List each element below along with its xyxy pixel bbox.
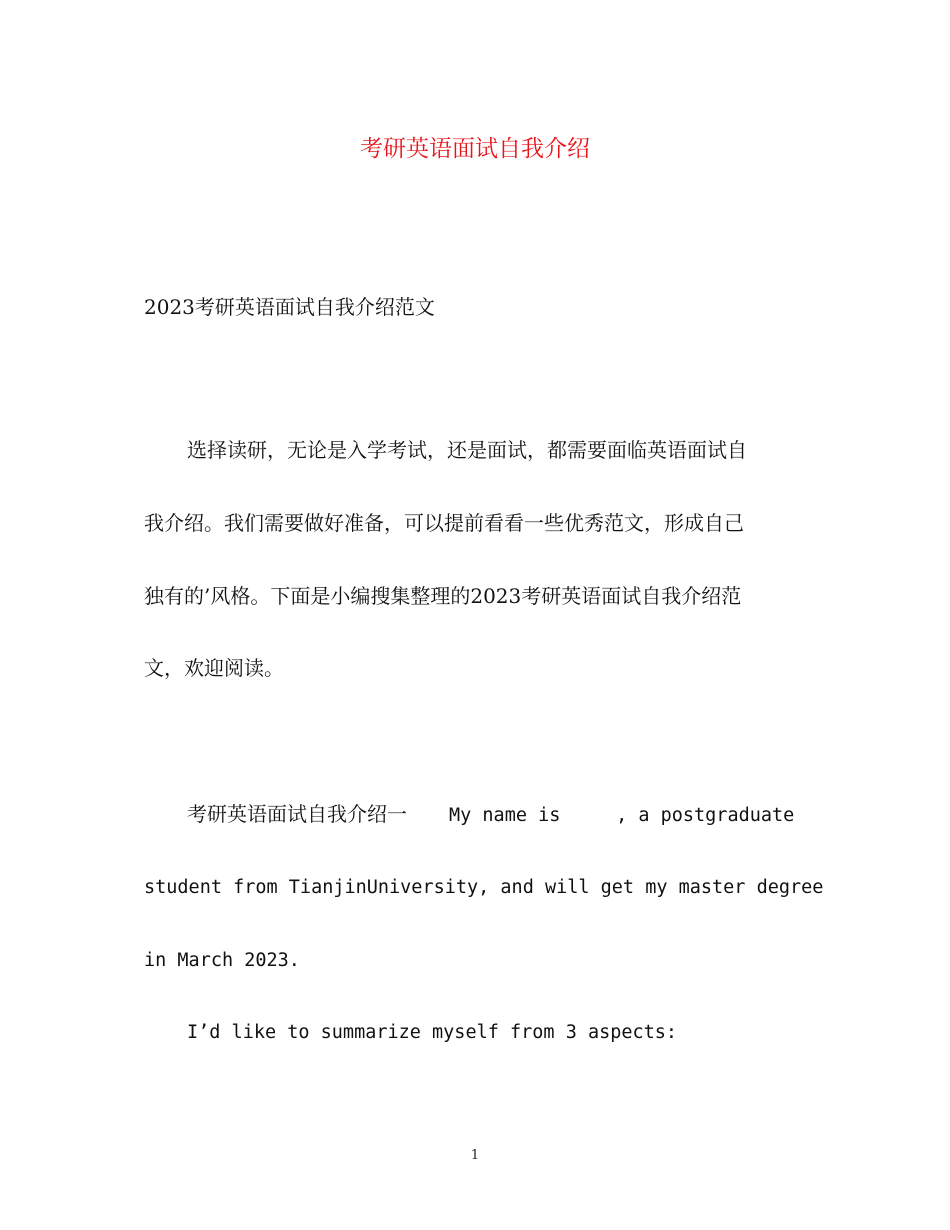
sample-line-2: student from TianjinUniversity, and will get my master degree: [144, 877, 824, 898]
intro-line-3: 独有的’风格。下面是小编搜集整理的2023考研英语面试自我介绍范: [144, 584, 742, 608]
document-title: 考研英语面试自我介绍: [360, 136, 590, 162]
sample-heading: 考研英语面试自我介绍一: [187, 802, 407, 826]
document-subtitle: 2023考研英语面试自我介绍范文: [144, 295, 435, 319]
sample-line-3: in March 2023.: [144, 950, 300, 971]
sample-line-4: I’d like to summarize myself from 3 aspects:: [187, 1022, 678, 1043]
sample-line-1: My name is , a postgraduate: [449, 805, 795, 826]
intro-line-4: 文，欢迎阅读。: [144, 656, 284, 680]
sample-heading-line: [187, 798, 857, 832]
intro-line-1: 选择读研，无论是入学考试，还是面试，都需要面临英语面试自: [187, 438, 747, 462]
page-number: 1: [470, 1148, 480, 1163]
intro-line-2: 我介绍。我们需要做好准备，可以提前看看一些优秀范文，形成自己: [144, 511, 744, 535]
